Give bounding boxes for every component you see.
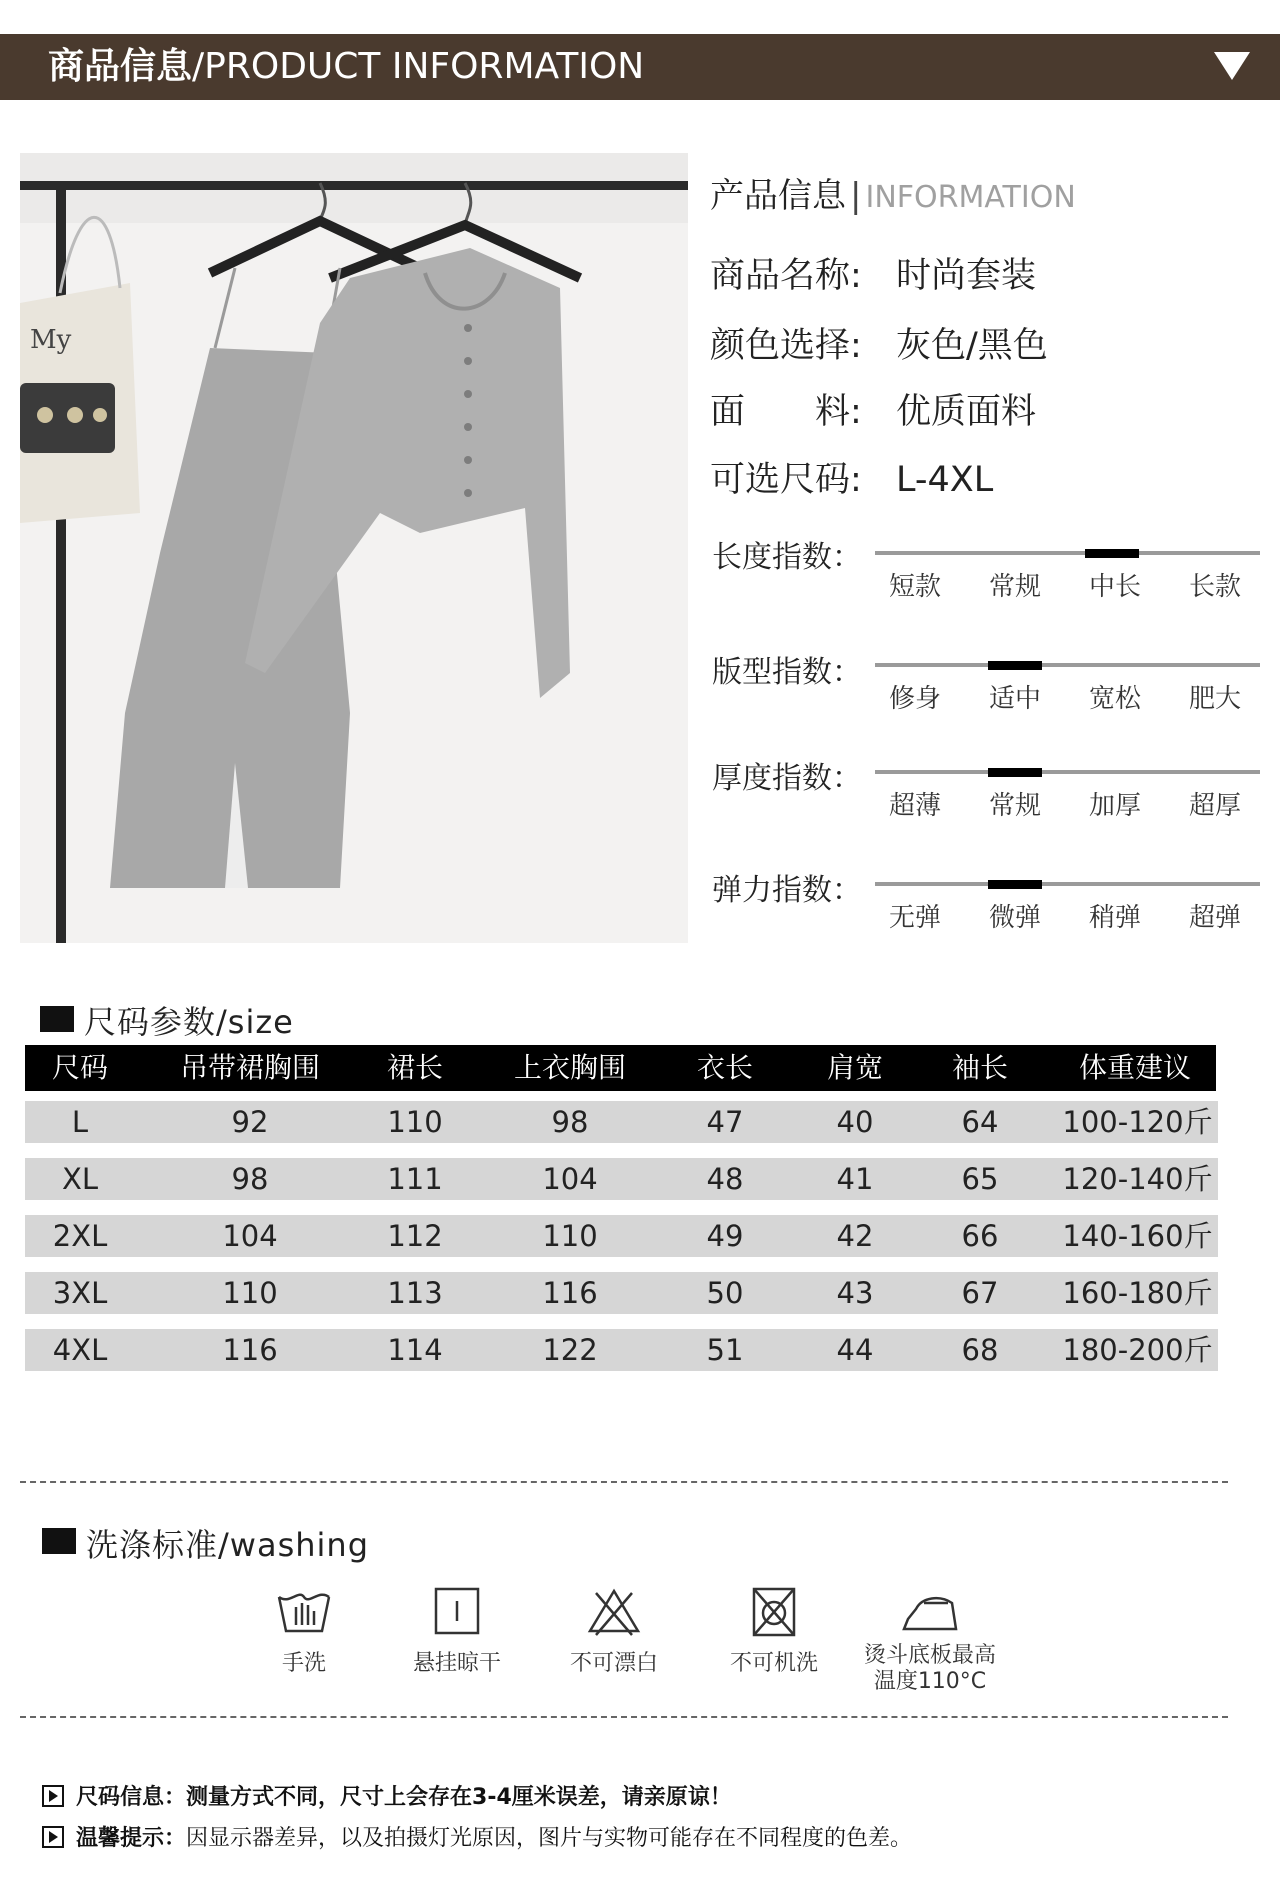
washing-section-title: 洗涤标准/washing — [86, 1526, 370, 1564]
length-option: 短款 — [888, 572, 941, 602]
fit-index-track — [875, 663, 1260, 667]
iron-label-line2: 温度110°C — [873, 1669, 987, 1694]
table-cell: XL — [61, 1162, 99, 1196]
elasticity-option: 微弹 — [988, 903, 1041, 933]
table-cell: 65 — [961, 1162, 999, 1196]
table-cell: 110 — [542, 1219, 598, 1253]
table-cell: 92 — [231, 1105, 269, 1139]
spec-row-fabric — [710, 384, 1036, 434]
table-cell: 48 — [706, 1162, 744, 1196]
no-bleach-icon — [584, 1585, 644, 1639]
table-cell: 116 — [542, 1276, 598, 1310]
spec-value: 灰色/黑色 — [896, 326, 1048, 366]
spec-value: L-4XL — [896, 460, 994, 500]
header-title-cn: 商品信息 — [48, 46, 193, 87]
table-cell: 67 — [961, 1276, 999, 1310]
table-cell: 66 — [961, 1219, 999, 1253]
note-text: 测量方式不同，尺寸上会存在3-4厘米误差，请亲原谅！ — [186, 1785, 732, 1810]
spec-key: 商品名称: — [710, 256, 862, 296]
section-bullet-icon — [42, 1528, 76, 1554]
table-cell: L — [71, 1105, 89, 1139]
table-cell: 68 — [961, 1333, 999, 1367]
spec-row-color — [710, 318, 1048, 368]
fit-option: 修身 — [888, 684, 941, 714]
table-cell: 120-140斤 — [1062, 1162, 1213, 1196]
elasticity-option: 无弹 — [888, 903, 941, 933]
info-heading-separator: | — [850, 176, 862, 216]
elasticity-index-label: 弹力指数： — [712, 873, 862, 908]
hand-wash-label: 手洗 — [281, 1651, 326, 1676]
table-cell: 180-200斤 — [1062, 1333, 1213, 1367]
hang-dry-icon — [427, 1585, 487, 1639]
hang-dry-label: 悬挂晾干 — [412, 1651, 501, 1676]
info-heading-cn: 产品信息 — [710, 176, 846, 216]
size-col-header: 袖长 — [951, 1051, 1008, 1084]
spec-key: 可选尺码: — [710, 460, 862, 500]
elasticity-index-track — [875, 882, 1260, 886]
length-index-marker — [1085, 549, 1139, 558]
fit-index-marker — [988, 661, 1042, 670]
size-col-header: 衣长 — [696, 1051, 753, 1084]
thickness-index-track — [875, 770, 1260, 774]
table-cell: 47 — [706, 1105, 744, 1139]
spec-key: 颜色选择: — [710, 326, 862, 366]
table-cell: 140-160斤 — [1062, 1219, 1213, 1253]
spec-value: 时尚套装 — [896, 256, 1037, 296]
size-col-header: 肩宽 — [826, 1051, 883, 1084]
table-cell: 41 — [836, 1162, 874, 1196]
table-cell: 64 — [961, 1105, 999, 1139]
table-cell: 49 — [706, 1219, 744, 1253]
elasticity-option: 稍弹 — [1088, 903, 1141, 933]
length-option: 常规 — [988, 572, 1041, 602]
hand-wash-icon — [274, 1585, 334, 1639]
header-title-en: /PRODUCT INFORMATION — [192, 46, 645, 87]
product-photo — [20, 153, 688, 943]
no-machine-wash-icon — [744, 1585, 804, 1639]
size-col-header: 裙长 — [386, 1051, 443, 1084]
play-icon — [42, 1785, 64, 1807]
table-cell: 3XL — [52, 1276, 108, 1310]
table-cell: 51 — [706, 1333, 744, 1367]
size-col-header: 体重建议 — [1078, 1051, 1191, 1084]
table-cell: 50 — [706, 1276, 744, 1310]
fit-option: 肥大 — [1188, 684, 1241, 714]
table-cell: 104 — [542, 1162, 598, 1196]
table-cell: 110 — [387, 1105, 443, 1139]
note-key: 尺码信息： — [76, 1785, 187, 1810]
note-key: 温馨提示： — [76, 1826, 187, 1851]
table-cell: 2XL — [52, 1219, 108, 1253]
note-color-tip — [42, 1821, 912, 1852]
table-cell: 98 — [231, 1162, 269, 1196]
table-cell: 100-120斤 — [1062, 1105, 1213, 1139]
fit-option: 宽松 — [1088, 684, 1141, 714]
play-icon — [42, 1826, 64, 1848]
length-option: 中长 — [1088, 572, 1141, 602]
spec-value: 优质面料 — [896, 392, 1037, 432]
info-heading — [710, 168, 1076, 217]
table-cell: 112 — [387, 1219, 443, 1253]
thickness-option: 超薄 — [888, 791, 941, 821]
elasticity-index-marker — [988, 880, 1042, 889]
table-cell: 111 — [387, 1162, 443, 1196]
table-cell: 160-180斤 — [1062, 1276, 1213, 1310]
note-size-info — [42, 1780, 732, 1811]
table-cell: 43 — [836, 1276, 874, 1310]
no-bleach-label: 不可漂白 — [569, 1651, 658, 1676]
info-heading-en: INFORMATION — [865, 180, 1076, 215]
size-section-title: 尺码参数/size — [84, 1003, 294, 1041]
size-col-header: 上衣胸围 — [513, 1051, 626, 1084]
table-cell: 114 — [387, 1333, 443, 1367]
thickness-option: 超厚 — [1188, 791, 1241, 821]
table-cell: 110 — [222, 1276, 278, 1310]
length-index-track — [875, 551, 1260, 555]
table-cell: 42 — [836, 1219, 874, 1253]
no-machine-wash-label: 不可机洗 — [729, 1651, 818, 1676]
thickness-option: 加厚 — [1088, 791, 1141, 821]
thickness-index-marker — [988, 768, 1042, 777]
header-title — [48, 34, 644, 100]
svg-text:My: My — [30, 325, 72, 355]
length-option: 长款 — [1188, 572, 1241, 602]
elasticity-option: 超弹 — [1188, 903, 1241, 933]
triangle-down-icon[interactable] — [1214, 52, 1250, 80]
divider — [20, 1481, 1228, 1483]
table-cell: 113 — [387, 1276, 443, 1310]
section-bullet-icon — [40, 1006, 74, 1032]
table-cell: 116 — [222, 1333, 278, 1367]
table-cell: 4XL — [52, 1333, 108, 1367]
iron-icon — [900, 1585, 960, 1639]
table-cell: 40 — [836, 1105, 874, 1139]
size-col-header: 尺码 — [51, 1051, 108, 1084]
size-col-header: 吊带裙胸围 — [179, 1051, 320, 1084]
spec-row-sizes — [710, 452, 993, 502]
thickness-option: 常规 — [988, 791, 1041, 821]
length-index-label: 长度指数： — [712, 540, 862, 575]
spec-row-name — [710, 248, 1036, 298]
iron-label: 烫斗底板最高 — [863, 1643, 996, 1668]
thickness-index-label: 厚度指数： — [712, 761, 862, 796]
spec-key: 面 料: — [710, 392, 862, 432]
table-cell: 98 — [551, 1105, 589, 1139]
table-cell: 122 — [542, 1333, 598, 1367]
divider — [20, 1716, 1228, 1718]
fit-index-label: 版型指数： — [712, 655, 862, 690]
fit-option: 适中 — [988, 684, 1041, 714]
table-cell: 104 — [222, 1219, 278, 1253]
table-cell: 44 — [836, 1333, 874, 1367]
note-text: 因显示器差异，以及拍摄灯光原因，图片与实物可能存在不同程度的色差。 — [186, 1826, 913, 1851]
